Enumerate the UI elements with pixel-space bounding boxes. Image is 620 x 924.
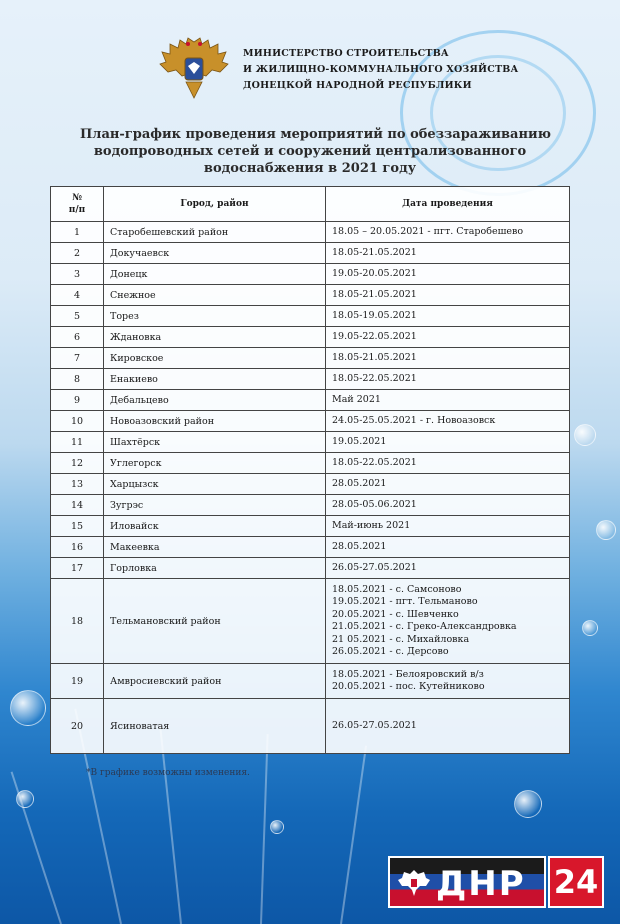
date-line: 21 05.2021 - с. Михайловка [332,633,470,645]
date-line: 26.05.2021 - с. Дерсово [332,646,449,657]
table-row [51,699,570,754]
row-number: 10 [51,411,104,432]
table-row [51,453,570,474]
table-body [51,222,570,754]
row-city: Иловайск [104,516,326,537]
row-city: Старобешевский район [104,222,326,243]
row-date [326,453,570,474]
bubble [596,520,616,540]
date-line: 18.05-21.05.2021 [332,351,417,363]
table-row [51,432,570,453]
row-city: Енакиево [104,369,326,390]
table-row [51,537,570,558]
dnr-flag-block [388,856,546,908]
row-city: Торез [104,306,326,327]
row-number: 7 [51,348,104,369]
row-number: 19 [51,664,104,699]
row-date [326,369,570,390]
logo-text: ДНР [436,864,526,904]
row-number: 13 [51,474,104,495]
bubble [10,690,46,726]
row-number: 2 [51,243,104,264]
row-date [326,558,570,579]
date-line: 18.05-19.05.2021 [332,309,417,321]
row-city: Ясиноватая [104,699,326,754]
table-row [51,306,570,327]
row-date [326,579,570,664]
schedule-table [50,186,570,754]
row-date [326,243,570,264]
date-line: 28.05-05.06.2021 [332,498,417,510]
header-number [51,187,104,222]
row-date [326,390,570,411]
ministry-name [243,46,519,94]
row-city: Новоазовский район [104,411,326,432]
row-number: 5 [51,306,104,327]
date-line: 18.05-21.05.2021 [332,288,417,300]
date-line: 18.05-22.05.2021 [332,456,417,468]
date-line: 19.05.2021 [332,435,387,447]
row-date [326,327,570,348]
row-city: Шахтёрск [104,432,326,453]
row-date [326,222,570,243]
date-line: 28.05.2021 [332,540,387,552]
row-city: Харцызск [104,474,326,495]
row-city: Дебальцево [104,390,326,411]
date-line: 21.05.2021 - с. Греко-Александровка [332,621,517,632]
table-row [51,264,570,285]
header-date: Дата проведения [326,187,570,222]
date-line: 19.05-22.05.2021 [332,330,417,342]
bubble [574,424,596,446]
bubble [270,820,284,834]
document-title [80,126,551,177]
table-row [51,516,570,537]
dnr24-logo [388,856,604,908]
row-city: Докучаевск [104,243,326,264]
ministry-header [158,36,519,102]
row-city: Донецк [104,264,326,285]
coat-of-arms-icon [158,36,230,102]
table-row [51,411,570,432]
date-line: 24.05-25.05.2021 - г. Новоазовск [332,414,496,426]
row-number: 20 [51,699,104,754]
table-row [51,327,570,348]
bubble [16,790,34,808]
header-number-line: п/п [68,205,86,215]
row-date [326,306,570,327]
date-line: Май-июнь 2021 [332,519,411,531]
row-city: Ждановка [104,327,326,348]
light-ray [340,746,367,924]
date-line: 20.05.2021 - с. Шевченко [332,608,459,620]
date-line: 20.05.2021 - пос. Кутейниково [332,681,485,692]
date-line: 28.05.2021 [332,477,387,489]
ministry-line: И ЖИЛИЩНО-КОММУНАЛЬНОГО ХОЗЯЙСТВА [243,64,519,75]
table-row [51,474,570,495]
bubble [582,620,598,636]
date-line: Май 2021 [332,393,381,405]
row-number: 11 [51,432,104,453]
table-row [51,664,570,699]
row-number: 3 [51,264,104,285]
light-ray [159,725,182,924]
row-city: Амвросиевский район [104,664,326,699]
row-number: 18 [51,579,104,664]
table-row [51,558,570,579]
title-line: водоснабжения в 2021 году [203,161,417,176]
row-date [326,699,570,754]
row-number: 16 [51,537,104,558]
row-city: Тельмановский район [104,579,326,664]
title-line: План-график проведения мероприятий по обеззараживанию [80,127,551,142]
table-row [51,390,570,411]
ministry-line: ДОНЕЦКОЙ НАРОДНОЙ РЕСПУБЛИКИ [243,80,472,91]
title-line: водопроводных сетей и сооружений централизованного [93,144,527,159]
date-line: 19.05.2021 - пгт. Тельманово [332,596,478,607]
row-date [326,411,570,432]
row-date [326,537,570,558]
eagle-icon [396,866,432,902]
row-number: 15 [51,516,104,537]
date-line: 18.05-22.05.2021 [332,372,417,384]
header-number-line: № [72,193,82,203]
date-line: 18.05-21.05.2021 [332,246,417,258]
row-date [326,664,570,699]
row-city: Макеевка [104,537,326,558]
row-date [326,348,570,369]
row-city: Углегорск [104,453,326,474]
row-number: 4 [51,285,104,306]
table-row [51,579,570,664]
row-number: 1 [51,222,104,243]
row-city: Горловка [104,558,326,579]
table-row [51,369,570,390]
row-number: 12 [51,453,104,474]
date-line: 26.05-27.05.2021 [332,561,417,573]
table-row [51,285,570,306]
date-line: 26.05-27.05.2021 [332,719,417,731]
row-date [326,495,570,516]
row-number: 9 [51,390,104,411]
row-number: 17 [51,558,104,579]
row-number: 6 [51,327,104,348]
row-date [326,516,570,537]
header-city: Город, район [104,187,326,222]
table-row [51,243,570,264]
row-date [326,285,570,306]
logo-number: 24 [548,856,604,908]
bubble [514,790,542,818]
row-number: 14 [51,495,104,516]
date-line: 18.05.2021 - с. Самсоново [332,583,462,595]
footnote: *В графике возможны изменения. [86,768,250,778]
table-row [51,222,570,243]
row-date [326,264,570,285]
date-line: 18.05.2021 - Белояровский в/з [332,668,484,680]
table-row [51,495,570,516]
date-line: 18.05 – 20.05.2021 - пгт. Старобешево [332,225,524,237]
row-city: Кировское [104,348,326,369]
light-ray [260,734,269,924]
ministry-line: МИНИСТЕРСТВО СТРОИТЕЛЬСТВА [243,48,449,59]
row-number: 8 [51,369,104,390]
date-line: 19.05-20.05.2021 [332,267,417,279]
table-header-row [51,187,570,222]
row-city: Снежное [104,285,326,306]
table-row [51,348,570,369]
row-date [326,474,570,495]
row-city: Зугрэс [104,495,326,516]
row-date [326,432,570,453]
